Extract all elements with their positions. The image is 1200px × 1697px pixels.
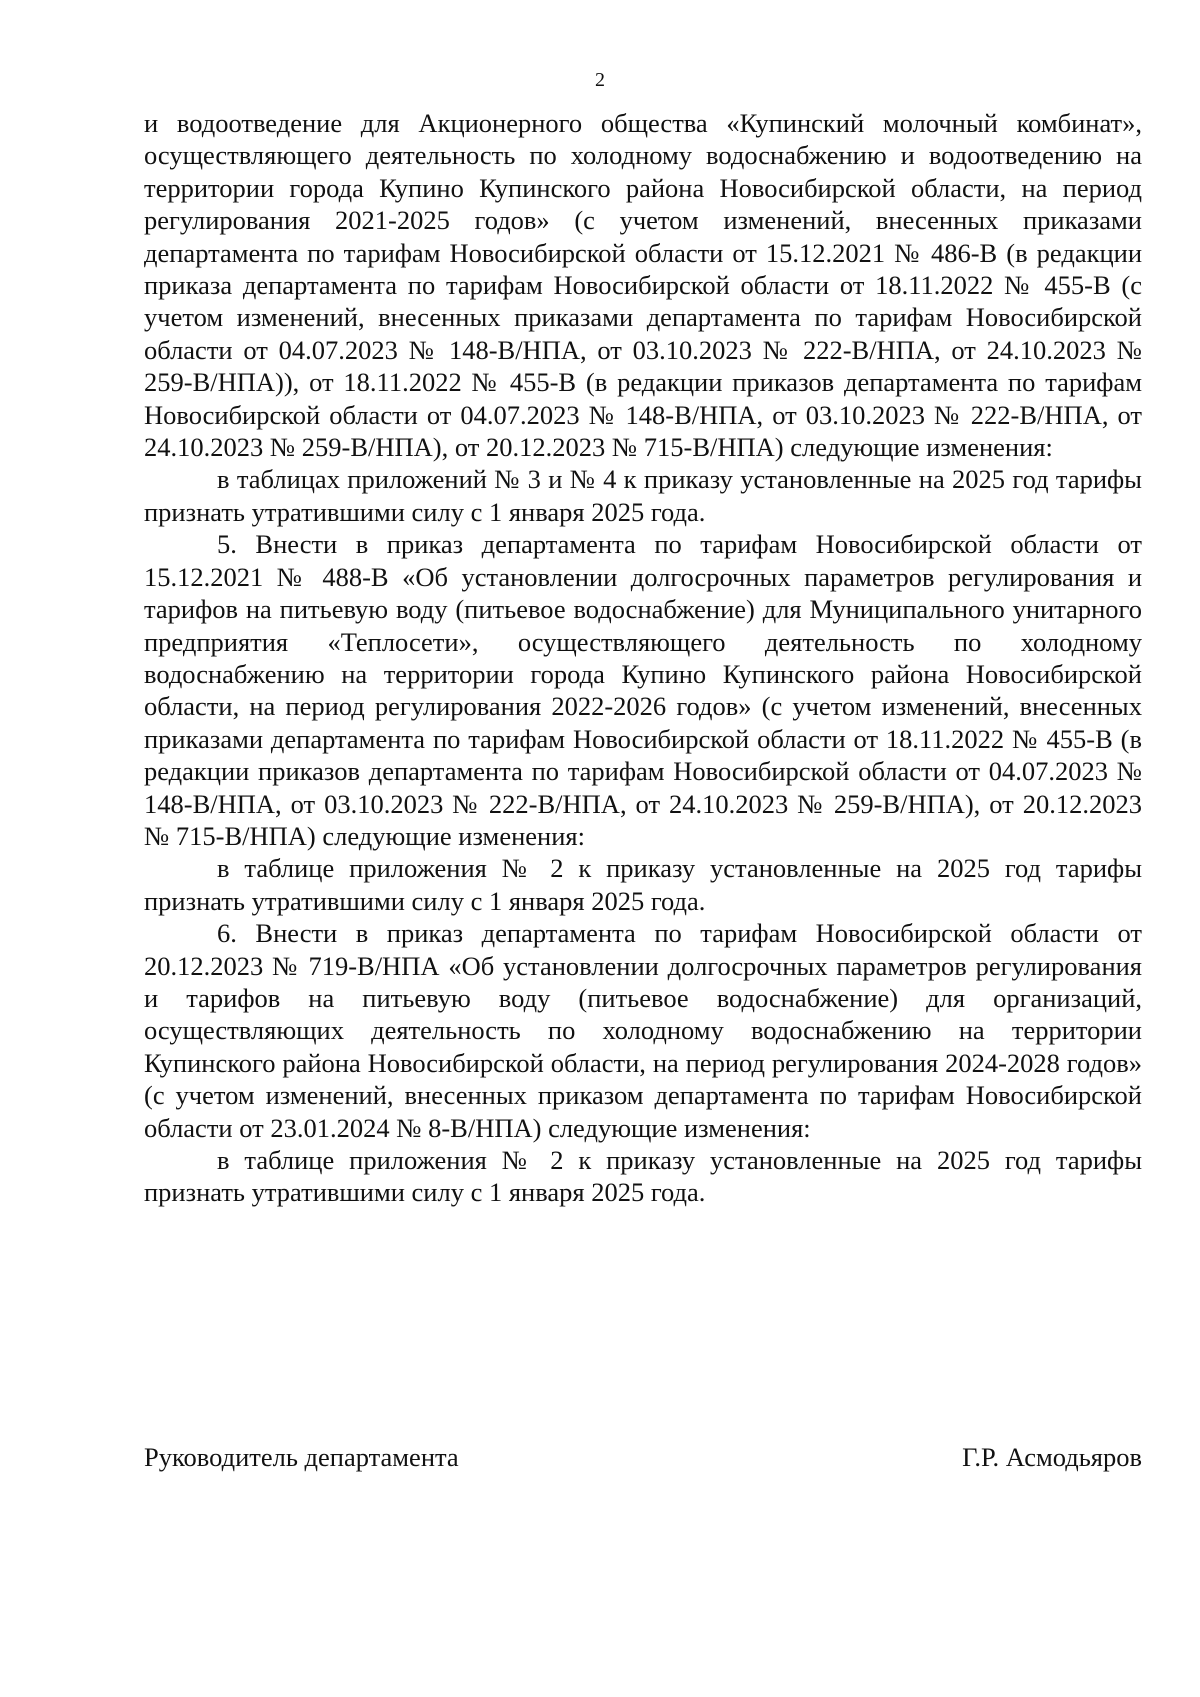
paragraph-item-5-change: в таблице приложения № 2 к приказу установленные на 2025 год тарифы признать утратившими силу с 1 января 2025 года. <box>144 853 1142 916</box>
paragraph-tables-annulment: в таблицах приложений № 3 и № 4 к приказу установленные на 2025 год тарифы признать утратившими силу с 1 января 2025 года. <box>144 464 1142 527</box>
page-number: 2 <box>595 69 605 91</box>
paragraph-continuation: и водоотведение для Акционерного общества «Купинский молочный комбинат», осуществляющего деятельность по холодному водоснабжению и водоотведению на территории города Купино Купинского района Новосибирской области, на период регулирования 2021-2025 годов» (с учетом изменений, внесенных приказами департамента по тарифам Новосибирской области от 15.12.2021 № 486-В (в редакции приказа департамента по тарифам Новосибирской области от 18.11.2022 № 455-В (с учетом изменений, внесенных приказами департамента по тарифам Новосибирской области от 04.07.2023 № 148-В/НПА, от 03.10.2023 № 222-В/НПА, от 24.10.2023 № 259-В/НПА)), от 18.11.2022 № 455-В (в редакции приказов департамента по тарифам Новосибирской области от 04.07.2023 № 148-В/НПА, от 03.10.2023 № 222-В/НПА, от 24.10.2023 № 259-В/НПА), от 20.12.2023 № 715-В/НПА) следующие изменения: <box>144 108 1142 463</box>
paragraph-item-6-change: в таблице приложения № 2 к приказу установленные на 2025 год тарифы признать утратившими силу с 1 января 2025 года. <box>144 1145 1142 1208</box>
signatory-role: Руководитель департамента <box>144 1442 459 1472</box>
signatory-name: Г.Р. Асмодьяров <box>962 1442 1142 1472</box>
paragraph-item-6: 6. Внести в приказ департамента по тарифам Новосибирской области от 20.12.2023 № 719-В/НПА «Об установлении долгосрочных параметров регулирования и тарифов на питьевую воду (питьевое водоснабжение) для организаций, осуществляющих деятельность по холодному водоснабжению на территории Купинского района Новосибирской области, на период регулирования 2024-2028 годов» (с учетом изменений, внесенных приказом департамента по тарифам Новосибирской области от 23.01.2024 № 8-В/НПА) следующие изменения: <box>144 918 1142 1143</box>
document-body <box>144 107 1142 1209</box>
paragraph-item-5: 5. Внести в приказ департамента по тарифам Новосибирской области от 15.12.2021 № 488-В «Об установлении долгосрочных параметров регулирования и тарифов на питьевую воду (питьевое водоснабжение) для Муниципального унитарного предприятия «Теплосети», осуществляющего деятельность по холодному водоснабжению на территории города Купино Купинского района Новосибирской области, на период регулирования 2022-2026 годов» (с учетом изменений, внесенных приказами департамента по тарифам Новосибирской области от 18.11.2022 № 455-В (в редакции приказов департамента по тарифам Новосибирской области от 04.07.2023 № 148-В/НПА, от 03.10.2023 № 222-В/НПА, от 24.10.2023 № 259-В/НПА), от 20.12.2023 № 715-В/НПА) следующие изменения: <box>144 529 1142 851</box>
